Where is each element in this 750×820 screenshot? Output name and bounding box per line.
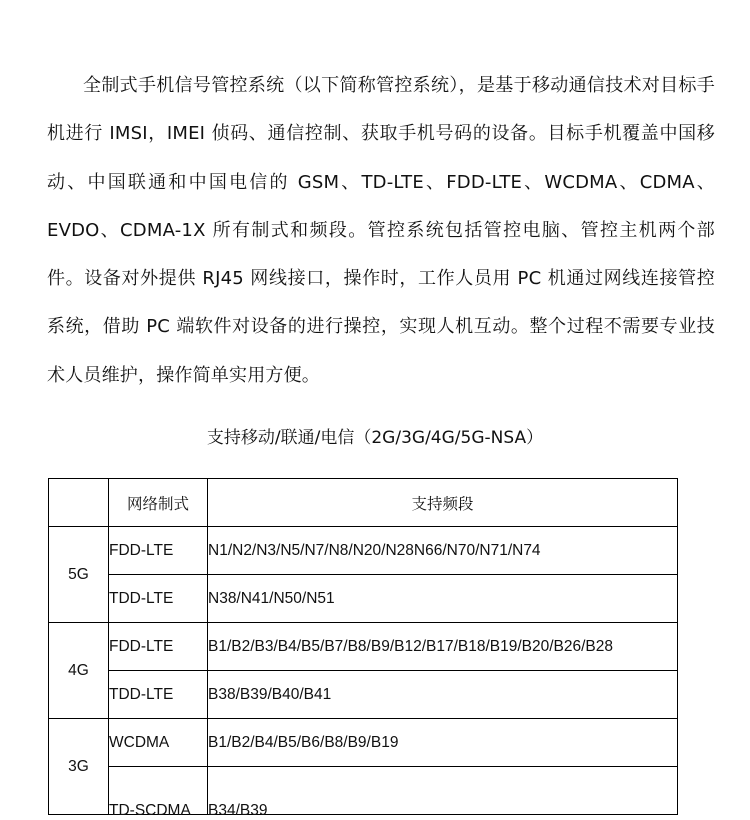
bands-cell: N38/N41/N50/N51	[208, 575, 678, 623]
mode-cell: WCDMA	[109, 719, 208, 767]
bands-cell	[208, 767, 678, 819]
header-network-mode: 网络制式	[109, 479, 208, 527]
table-header-row	[49, 479, 678, 527]
generation-cell-5g: 5G	[49, 527, 109, 623]
bands-text: B34/B39	[208, 801, 268, 819]
header-supported-bands: 支持频段	[208, 479, 678, 527]
mode-cell: FDD-LTE	[109, 623, 208, 671]
table-row	[49, 671, 678, 719]
table-row	[49, 623, 678, 671]
generation-cell-3g: 3G	[49, 719, 109, 815]
table-row	[49, 719, 678, 767]
frequency-band-table	[48, 478, 678, 819]
table-row	[49, 575, 678, 623]
header-generation	[49, 479, 109, 527]
mode-cell: TDD-LTE	[109, 575, 208, 623]
table-caption: 支持移动/联通/电信（2G/3G/4G/5G-NSA）	[206, 428, 544, 448]
table-row	[49, 767, 678, 815]
intro-paragraph: 全制式手机信号管控系统（以下简称管控系统），是基于移动通信技术对目标手机进行 IMSI，IMEI 侦码、通信控制、获取手机号码的设备。目标手机覆盖中国移动、中国联通和中国电信的 GSM、TD-LTE、FDD-LTE、WCDMA、CDMA、EVDO、CDMA-1X 所有制式和频段。管控系统包括管控电脑、管控主机两个部件。设备对外提供 RJ45 网线接口，操作时，工作人员用 PC 机通过网线连接管控系统，借助 PC 端软件对设备的进行操控，实现人机互动。整个过程不需要专业技术人员维护，操作简单实用方便。	[47, 75, 715, 386]
mode-text: TD-SCDMA	[109, 801, 191, 819]
bands-cell: B1/B2/B4/B5/B6/B8/B9/B19	[208, 719, 678, 767]
bands-cell: B1/B2/B3/B4/B5/B7/B8/B9/B12/B17/B18/B19/B20/B26/B28	[208, 623, 678, 671]
bands-cell: N1/N2/N3/N5/N7/N8/N20/N28N66/N70/N71/N74	[208, 527, 678, 575]
bands-cell: B38/B39/B40/B41	[208, 671, 678, 719]
table-row	[49, 527, 678, 575]
mode-cell	[109, 767, 208, 819]
generation-cell-4g: 4G	[49, 623, 109, 719]
mode-cell: FDD-LTE	[109, 527, 208, 575]
mode-cell: TDD-LTE	[109, 671, 208, 719]
